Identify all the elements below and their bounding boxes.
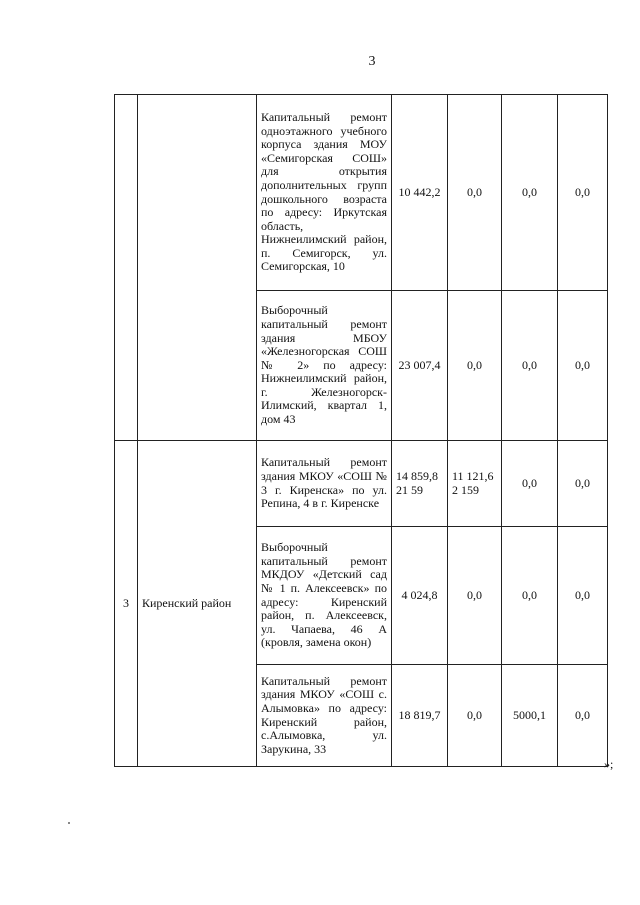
value-cell: 5000,1 <box>502 665 558 767</box>
object-description: Капитальный ремонт одноэтажного учебного корпуса здания МОУ «Семигорская СОШ» для открытия дополнительных групп дошкольного возраста по адресу: Иркутская область, Нижнеилимский район, п. Семигорск, ул. Семигорская, 10 <box>257 95 392 291</box>
value-cell: 0,0 <box>448 527 502 665</box>
object-description: Капитальный ремонт здания МКОУ «СОШ № 3 г. Киренска» по ул. Репина, 4 в г. Киренске <box>257 441 392 527</box>
district-cell <box>138 95 257 441</box>
value-cell: 0,0 <box>558 291 608 441</box>
page-number: 3 <box>368 54 376 69</box>
table-row <box>115 95 608 291</box>
value-cell: 0,0 <box>502 527 558 665</box>
row-number-cell <box>115 95 138 441</box>
value-cell: 0,0 <box>502 441 558 527</box>
row-number-cell: 3 <box>115 441 138 767</box>
value-cell: 0,0 <box>558 95 608 291</box>
value-cell: 23 007,4 <box>392 291 448 441</box>
value-cell: 14 859,821 59 <box>392 441 448 527</box>
value-cell: 10 442,2 <box>392 95 448 291</box>
scan-speck <box>68 822 70 824</box>
funding-table <box>114 94 608 767</box>
value-cell: 0,0 <box>448 665 502 767</box>
object-description: Капитальный ремонт здания МКОУ «СОШ с. Алымовка» по адресу: Киренский район, с.Алымовка, ул. Зарукина, 33 <box>257 665 392 767</box>
object-description: Выборочный капитальный ремонт МКДОУ «Детский сад № 1 п. Алексеевск» по адресу: Киренский район, п. Алексеевск, ул. Чапаева, 46 А (кровля, замена окон) <box>257 527 392 665</box>
closing-quote-mark: »; <box>604 757 614 771</box>
value-cell: 0,0 <box>502 291 558 441</box>
value-cell: 0,0 <box>558 441 608 527</box>
value-cell: 4 024,8 <box>392 527 448 665</box>
value-cell: 0,0 <box>558 665 608 767</box>
value-cell: 0,0 <box>448 291 502 441</box>
district-cell: Киренский район <box>138 441 257 767</box>
value-cell: 0,0 <box>558 527 608 665</box>
object-description: Выборочный капитальный ремонт здания МБОУ «Железногорская СОШ № 2» по адресу: Нижнеилимский район, г. Железногорск-Илимский, квартал 1, дом 43 <box>257 291 392 441</box>
value-cell: 18 819,7 <box>392 665 448 767</box>
value-cell: 0,0 <box>448 95 502 291</box>
value-cell: 11 121,62 159 <box>448 441 502 527</box>
table-row <box>115 441 608 527</box>
value-cell: 0,0 <box>502 95 558 291</box>
